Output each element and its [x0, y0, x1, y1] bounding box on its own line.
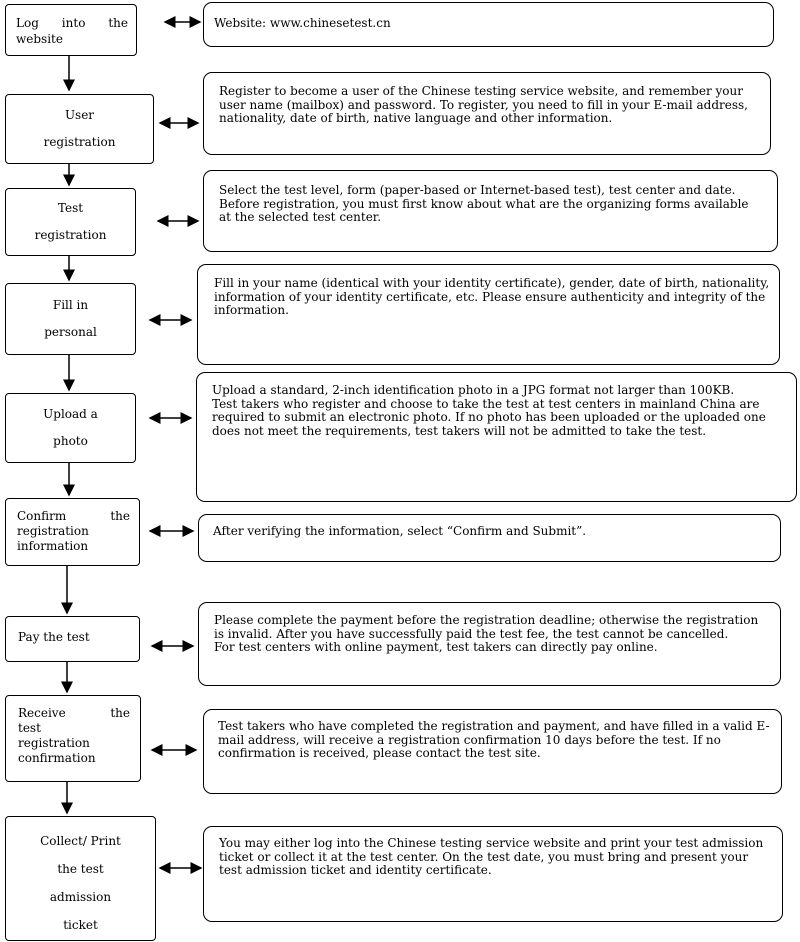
- desc-text: Register to become a user of the Chinese testing service website, and remember your user name (mailbox) and password. To register, you need to fill in your E-mail address, nationality, date of birth, native language and other information.: [219, 84, 748, 125]
- step-label-line: Fill in: [52, 298, 89, 312]
- desc-text: Fill in your name (identical with your identity certificate), gender, date of birth, nationality, information of your identity certificate, etc. Please ensure authenticity and integrity of the information.: [214, 276, 770, 317]
- step-label-line: test: [18, 721, 41, 735]
- step-fill-in-personal: [5, 283, 136, 355]
- step-label-line: confirmation: [18, 751, 96, 765]
- desc-text: Upload a standard, 2-inch identification photo in a JPG format not larger than 100KB. Test takers who register and choose to take the test at test centers in mainland China are required to submit an electronic photo. If no photo has been uploaded or the uploaded one does not meet the requirements, test takers will not be admitted to take the test.: [212, 383, 766, 438]
- step-collect-print-ticket: [5, 816, 156, 941]
- step-receive-confirmation: [5, 695, 141, 782]
- step-user-registration: [5, 94, 154, 164]
- step-confirm-registration: [5, 498, 140, 566]
- step-label-line: registration: [18, 736, 90, 750]
- step-label-line: Upload a: [43, 407, 98, 421]
- step-label-line: photo: [53, 434, 88, 448]
- step-label-line: ticket: [63, 918, 98, 932]
- step-label-line: the test: [57, 862, 104, 876]
- step-test-registration: [5, 188, 136, 256]
- step-label-line: Confirm the: [17, 509, 130, 523]
- desc-collect-print-ticket: [203, 826, 783, 922]
- desc-website: [203, 2, 774, 47]
- step-label-line: Log into the: [16, 16, 128, 30]
- step-label-line: registration: [34, 228, 107, 242]
- desc-receive-confirmation: [203, 709, 782, 794]
- step-label-line: User: [64, 108, 95, 122]
- step-label-line: Pay the test: [18, 630, 90, 644]
- desc-test-registration: [203, 170, 778, 252]
- desc-text: You may either log into the Chinese testing service website and print your test admission ticket or collect it at the test center. On the test date, you must bring and present your test admission ticket and identity certificate.: [219, 836, 764, 877]
- step-label-line: Test: [57, 201, 84, 215]
- desc-upload-photo: [196, 372, 797, 502]
- step-label-line: Collect/ Print: [40, 834, 121, 848]
- desc-text: Test takers who have completed the registration and payment, and have filled in a valid E-mail address, will receive a registration confirmation 10 days before the test. If no confirmation is received, please contact the test site.: [218, 719, 770, 760]
- desc-text: Select the test level, form (paper-based or Internet-based test), test center and date. Before registration, you must first know about what are the organizing forms available at the selected test center.: [219, 183, 749, 224]
- step-label-line: Receive the: [18, 706, 130, 720]
- step-label-line: website: [16, 32, 63, 46]
- desc-text: Website: www.chinesetest.cn: [214, 16, 391, 30]
- desc-fill-in-personal: [197, 264, 780, 365]
- step-log-into-website: [5, 4, 137, 56]
- step-upload-photo: [5, 393, 136, 463]
- desc-text: Please complete the payment before the registration deadline; otherwise the registration is invalid. After you have successfully paid the test fee, the test cannot be cancelled. For test centers with online payment, test takers can directly pay online.: [214, 613, 759, 654]
- desc-text: After verifying the information, select “Confirm and Submit”.: [213, 524, 587, 538]
- step-label-line: information: [17, 539, 89, 553]
- desc-pay-the-test: [198, 602, 781, 686]
- desc-confirm-registration: [198, 514, 781, 562]
- step-label-line: admission: [49, 890, 112, 904]
- step-pay-the-test: [5, 616, 140, 662]
- step-label-line: registration: [43, 135, 116, 149]
- step-label-line: personal: [44, 325, 97, 339]
- desc-user-registration: [203, 72, 771, 155]
- step-label-line: registration: [17, 524, 89, 538]
